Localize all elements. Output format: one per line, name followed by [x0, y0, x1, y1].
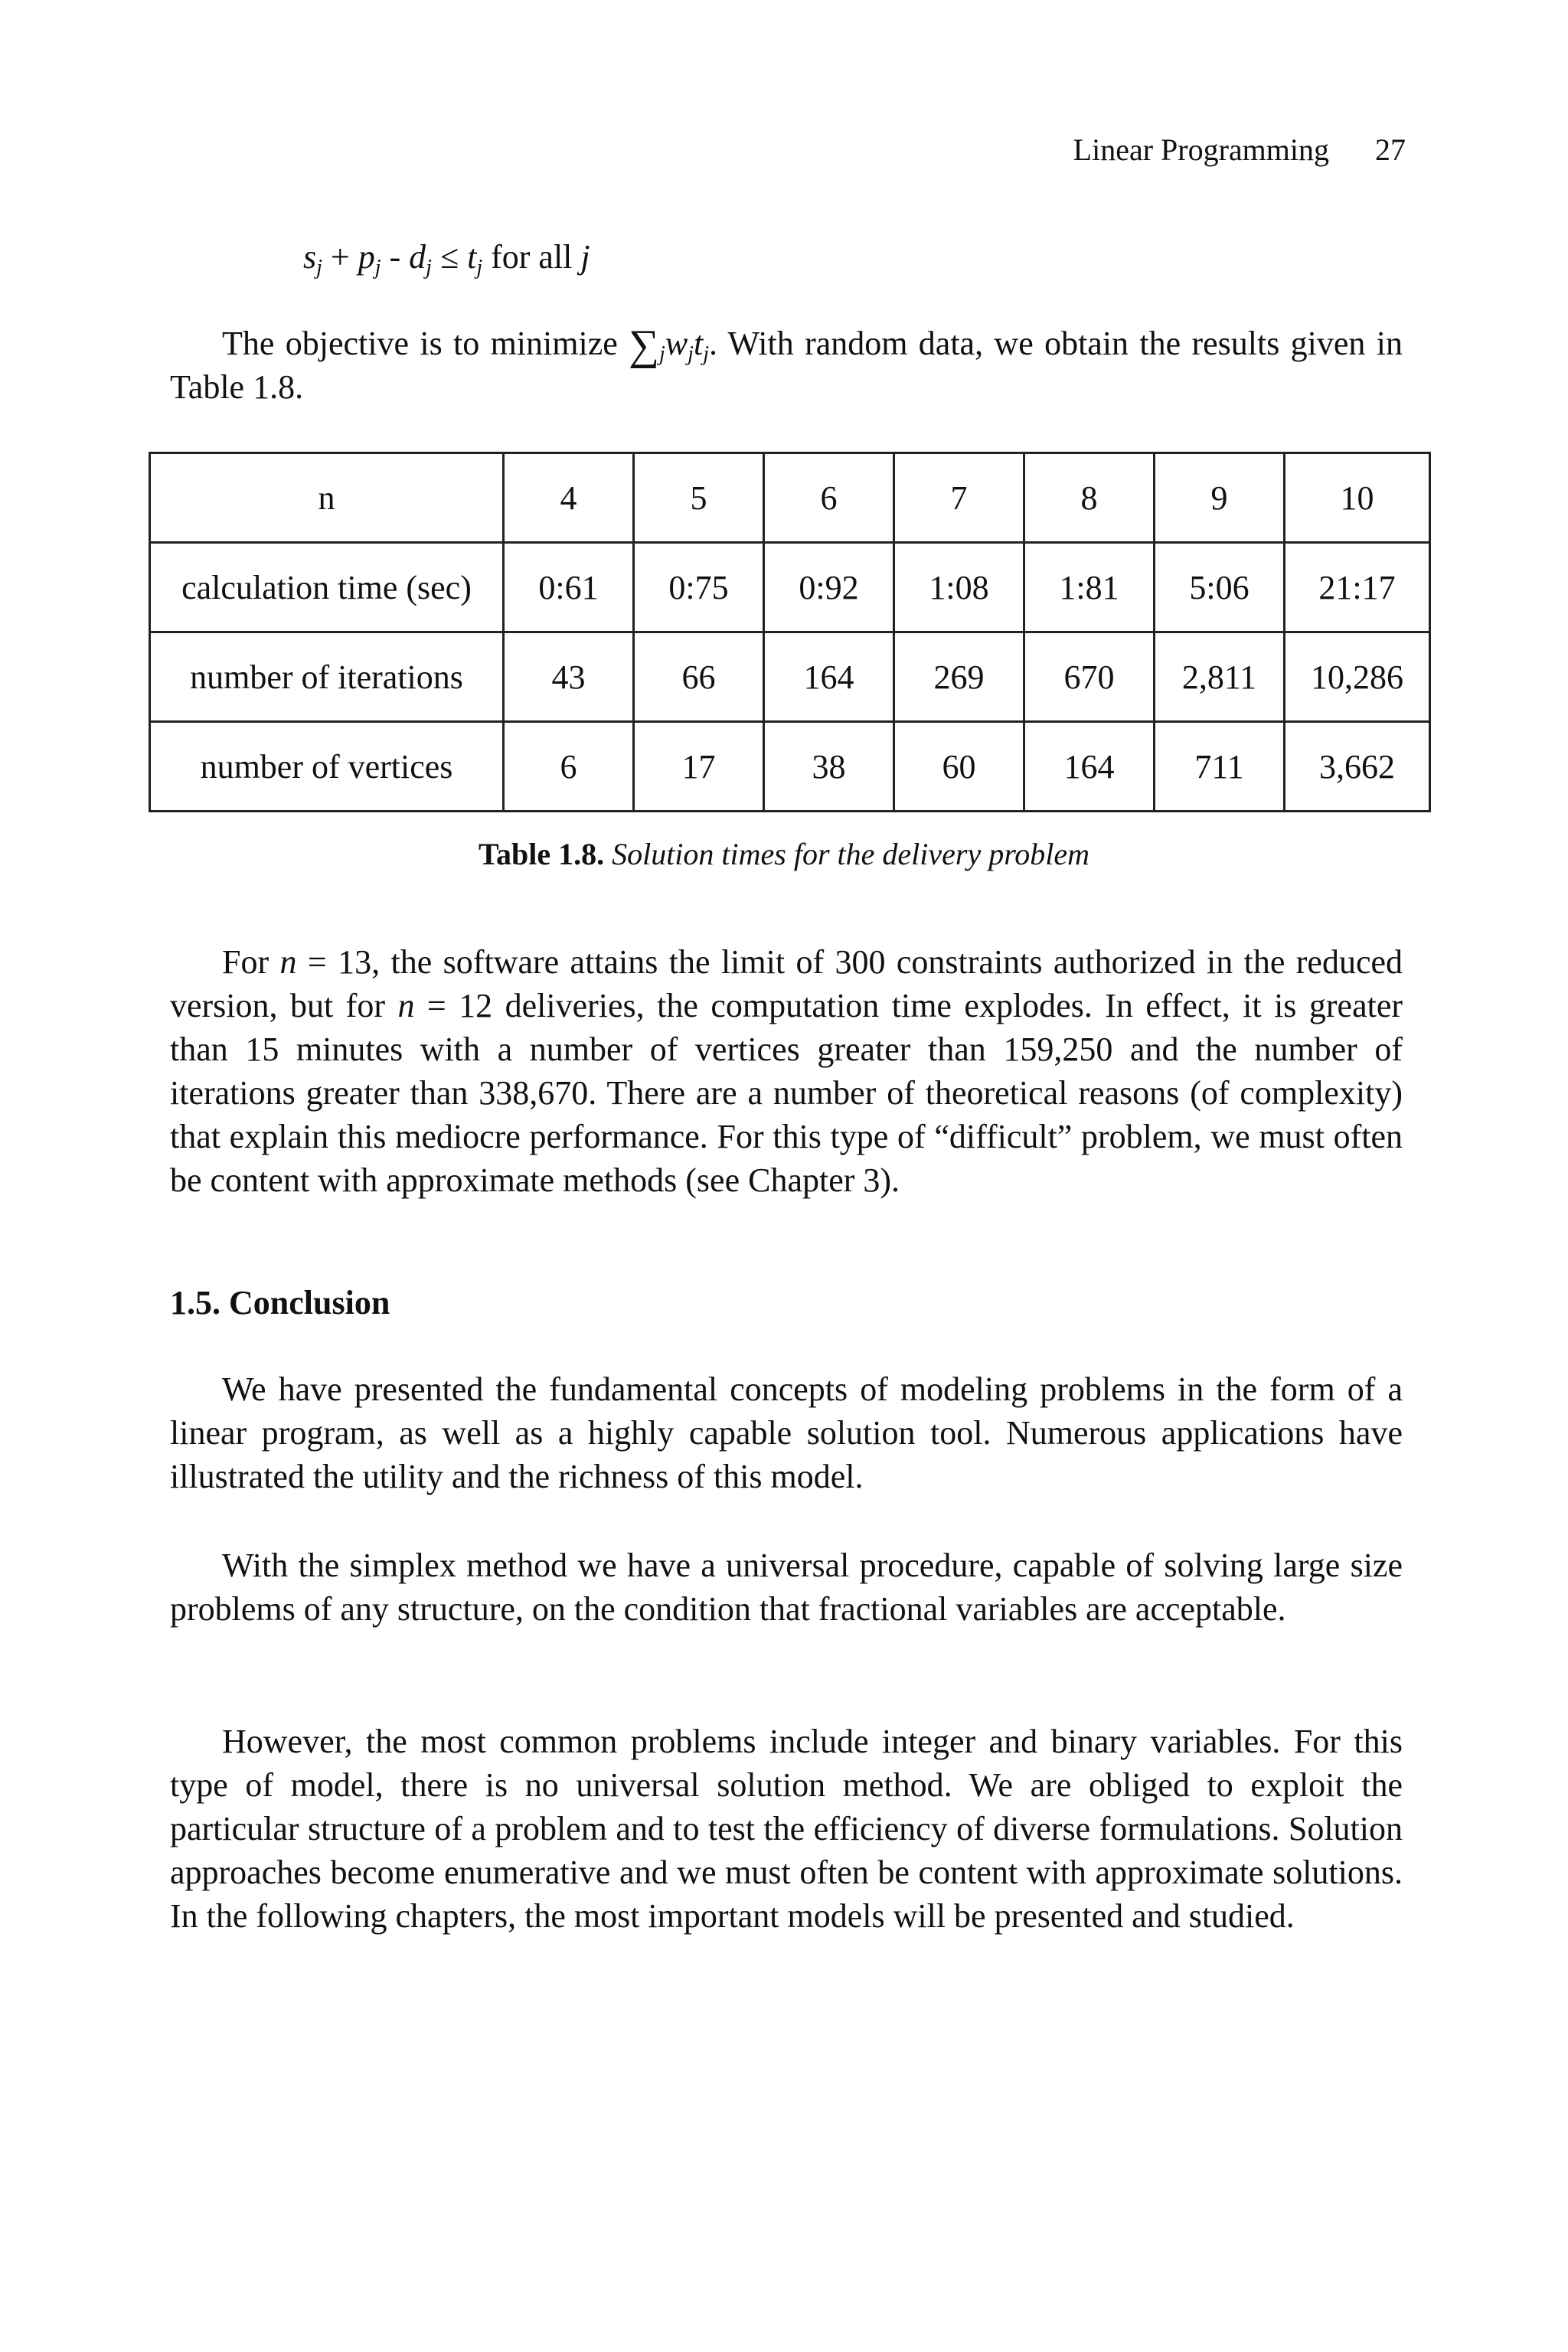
table-cell: 9	[1155, 453, 1285, 543]
table-cell: 164	[1024, 722, 1155, 812]
variable-n: n	[397, 987, 415, 1024]
sum-sub-j: j	[703, 342, 709, 366]
formula-sub-j: j	[374, 256, 381, 279]
page-number: 27	[1375, 132, 1406, 167]
formula-t: t	[467, 238, 477, 276]
table-row-vertices	[150, 722, 1430, 812]
table-caption	[0, 836, 1568, 873]
results-text: = 13, the software attains the limit of 300 constraints authorized in the reduced version, but for	[170, 943, 1403, 1024]
table-row-calculation-time	[150, 543, 1430, 632]
sum-w: w	[665, 325, 688, 362]
table-cell: 10	[1285, 453, 1430, 543]
table-cell: 0:92	[764, 543, 894, 632]
table-cell: 43	[504, 632, 634, 722]
row-label: calculation time (sec)	[150, 543, 504, 632]
formula-leq: ≤	[431, 238, 468, 276]
table-cell: 0:75	[634, 543, 764, 632]
variable-n: n	[279, 943, 297, 981]
row-label: number of iterations	[150, 632, 504, 722]
sum-t: t	[693, 325, 704, 362]
table-cell: 21:17	[1285, 543, 1430, 632]
objective-text-start: The objective is to minimize	[222, 325, 629, 362]
formula-p: p	[358, 238, 375, 276]
conclusion-paragraph: With the simplex method we have a universal procedure, capable of solving large size problems of any structure, on the condition that fractional variables are acceptable.	[170, 1547, 1403, 1628]
table-cell: 2,811	[1155, 632, 1285, 722]
table-row-n	[150, 453, 1430, 543]
objective-paragraph	[170, 322, 1403, 409]
formula-for-all: for all	[482, 238, 581, 276]
table-row-iterations	[150, 632, 1430, 722]
sum-sub-j: j	[688, 342, 694, 366]
caption-label: Table 1.8.	[478, 837, 605, 871]
constraint-formula	[303, 236, 590, 279]
results-text: For	[222, 943, 280, 981]
results-paragraph	[170, 940, 1403, 1202]
section-heading: 1.5. Conclusion	[170, 1284, 390, 1321]
table-cell: 1:08	[894, 543, 1024, 632]
table-cell: 10,286	[1285, 632, 1430, 722]
table-cell: 5	[634, 453, 764, 543]
table-cell: 3,662	[1285, 722, 1430, 812]
table-cell: 1:81	[1024, 543, 1155, 632]
table-cell: 7	[894, 453, 1024, 543]
solution-times-table	[149, 452, 1431, 812]
objective-text-end: . With random data, we obtain the results given in Table 1.8.	[170, 325, 1403, 406]
formula-minus: -	[381, 238, 410, 276]
table-cell: 6	[504, 722, 634, 812]
table-cell: 711	[1155, 722, 1285, 812]
table-cell: 670	[1024, 632, 1155, 722]
formula-s: s	[303, 238, 317, 276]
formula-sub-j: j	[426, 256, 432, 279]
conclusion-paragraph: We have presented the fundamental concepts of modeling problems in the form of a linear program, as well as a highly capable solution tool. Numerous applications have illustrated the utility and the richness of this model.	[170, 1370, 1403, 1495]
formula-sub-j: j	[316, 256, 322, 279]
caption-text: Solution times for the delivery problem	[612, 837, 1090, 871]
sum-sub-j: j	[659, 342, 665, 366]
row-label: number of vertices	[150, 722, 504, 812]
table-cell: 0:61	[504, 543, 634, 632]
conclusion-paragraph: However, the most common problems include integer and binary variables. For this type of model, there is no universal solution method. We are obliged to exploit the particular structure of a problem and to test the efficiency of diverse formulations. Solution approaches become enumerative and we must often be content with approximate solutions. In the following chapters, the most important models will be presented and studied.	[170, 1723, 1403, 1935]
table-cell: 66	[634, 632, 764, 722]
sum-symbol: ∑	[629, 322, 660, 369]
formula-d: d	[409, 238, 426, 276]
table-cell: 38	[764, 722, 894, 812]
table-cell: 164	[764, 632, 894, 722]
row-label: n	[150, 453, 504, 543]
formula-j: j	[580, 238, 590, 276]
table-cell: 60	[894, 722, 1024, 812]
table-cell: 269	[894, 632, 1024, 722]
formula-sub-j: j	[476, 256, 483, 279]
table-cell: 17	[634, 722, 764, 812]
running-title: Linear Programming	[1073, 132, 1329, 167]
table-cell: 8	[1024, 453, 1155, 543]
table-cell: 4	[504, 453, 634, 543]
results-text: = 12 deliveries, the computation time explodes. In effect, it is greater than 15 minutes with a number of vertices greater than 159,250 and the number of iterations greater than 338,670. There are a number of theoretical reasons (of complexity) that explain this mediocre performance. For this type of “difficult” problem, we must often be content with approximate methods (see Chapter 3).	[170, 987, 1403, 1199]
table-cell: 5:06	[1155, 543, 1285, 632]
running-header	[1073, 132, 1406, 168]
formula-plus: +	[322, 238, 358, 276]
table-cell: 6	[764, 453, 894, 543]
